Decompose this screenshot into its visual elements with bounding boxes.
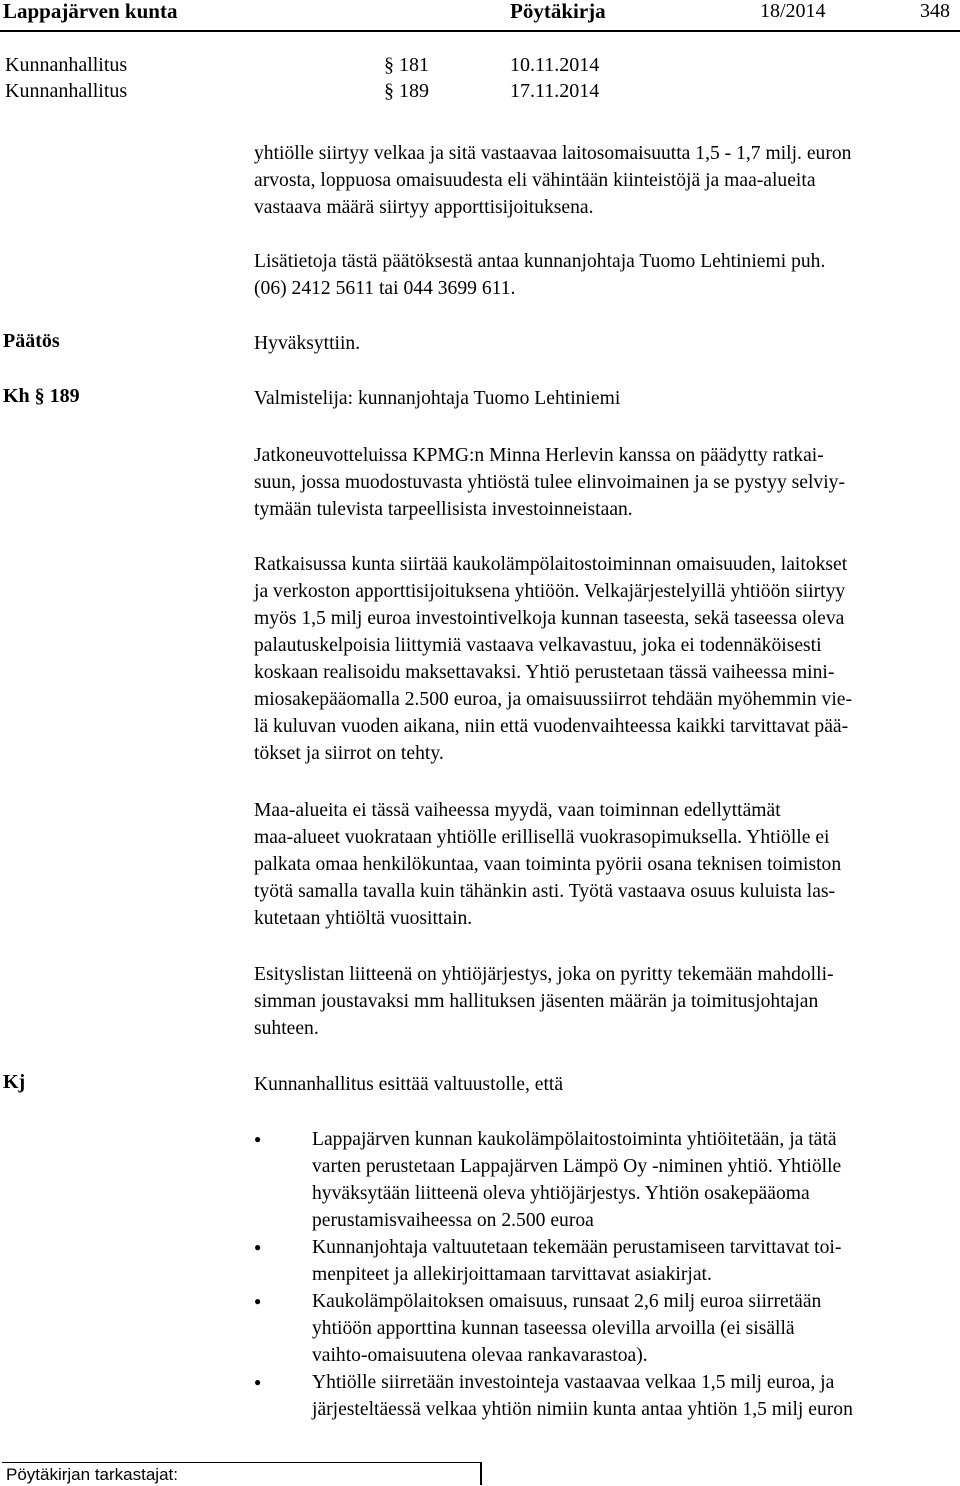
municipality-name: Lappajärven kunta — [3, 0, 178, 23]
meeting-section: § 189 — [384, 80, 429, 102]
header-rule — [0, 30, 960, 32]
kh-paragraph — [254, 551, 852, 767]
text-line: yhtiölle siirtyy velkaa ja sitä vastaavaa laitosomaisuutta 1,5 - 1,7 milj. euron — [254, 143, 852, 164]
text-line: miosakepääomalla 2.500 euroa, ja omaisuussiirrot tehdään myöhemmin vie- — [254, 689, 852, 710]
text-line: Maa-alueita ei tässä vaiheessa myydä, vaan toiminnan edellyttämät — [254, 800, 781, 821]
text-line: vaihto-omaisuutena olevaa rankavarastoa). — [312, 1345, 648, 1366]
kj-label: Kj — [3, 1071, 26, 1093]
meeting-date: 17.11.2014 — [510, 80, 600, 102]
kh-paragraph — [254, 442, 845, 523]
page-number: 348 — [920, 0, 950, 22]
text-line: menpiteet ja allekirjoittamaan tarvittavat asiakirjat. — [312, 1264, 712, 1285]
preparer-line: Valmistelija: kunnanjohtaja Tuomo Lehtiniemi — [254, 388, 621, 409]
text-line: ● Kunnanjohtaja valtuutetaan tekemään perustamiseen tarvittavat toi- — [312, 1237, 842, 1258]
text-line: (06) 2412 5611 tai 044 3699 611. — [254, 278, 516, 299]
kh-section-label: Kh § 189 — [3, 385, 80, 407]
text-line: työtä samalla tavalla kuin tähänkin asti. Työtä vastaava osuus kuluista las- — [254, 881, 836, 902]
text-line: perustamisvaiheessa on 2.500 euroa — [312, 1210, 594, 1231]
text-line: tökset ja siirrot on tehty. — [254, 743, 444, 764]
text-line: ● Lappajärven kunnan kaukolämpölaitostoiminta yhtiöitetään, ja tätä — [312, 1129, 837, 1150]
text-line: vastaava määrä siirtyy apporttisijoituksena. — [254, 197, 594, 218]
text-line: lä kuluvan vuoden aikana, niin että vuodenvaihteessa kaikki tarvittavat pää- — [254, 716, 849, 737]
text-line: simman joustavaksi mm hallituksen jäsenten määrän ja toimitusjohtajan — [254, 991, 819, 1012]
text-line: Jatkoneuvotteluissa KPMG:n Minna Herlevin kanssa on päädytty ratkai- — [254, 445, 824, 466]
document-type: Pöytäkirja — [510, 0, 606, 23]
text-line: arvosta, loppuosa omaisuudesta eli vähintään kiinteistöjä ja maa-alueita — [254, 170, 816, 191]
kh-paragraph — [254, 961, 834, 1042]
proposal-list — [254, 1126, 853, 1423]
document-number: 18/2014 — [760, 0, 826, 22]
decision-text: Hyväksyttiin. — [254, 333, 361, 354]
text-line: tymään tulevista tarpeellisista investoinneistaan. — [254, 499, 633, 520]
text-line: järjesteltäessä velkaa yhtiön nimiin kunta antaa yhtiön 1,5 milj euron — [312, 1399, 853, 1420]
contact-info-paragraph — [254, 248, 825, 302]
text-line: Esityslistan liitteenä on yhtiöjärjestys, joka on pyritty tekemään mahdolli- — [254, 964, 834, 985]
text-line: myös 1,5 milj euroa investointivelkoja kunnan taseesta, sekä taseessa oleva — [254, 608, 845, 629]
text-line: yhtiöön apporttina kunnan taseessa olevilla arvoilla (ei sisällä — [312, 1318, 795, 1339]
text-line: varten perustetaan Lappajärven Lämpö Oy -niminen yhtiö. Yhtiölle — [312, 1156, 842, 1177]
meeting-section: § 181 — [384, 54, 429, 76]
text-line: ja verkoston apporttisijoituksena yhtiöön. Velkajärjestelyillä yhtiöön siirtyy — [254, 581, 846, 602]
footer-signature-box — [2, 1462, 482, 1485]
text-line: koskaan realisoidu maksettavaksi. Yhtiö perustetaan tässä vaiheessa mini- — [254, 662, 835, 683]
text-line: Lisätietoja tästä päätöksestä antaa kunnanjohtaja Tuomo Lehtiniemi puh. — [254, 251, 826, 272]
list-item — [254, 1288, 853, 1369]
kj-intro: Kunnanhallitus esittää valtuustolle, että — [254, 1074, 564, 1095]
footer-label: Pöytäkirjan tarkastajat: — [6, 1465, 178, 1484]
list-item — [254, 1234, 853, 1288]
meeting-body: Kunnanhallitus — [5, 80, 128, 102]
text-line: suun, jossa muodostuvasta yhtiöstä tulee elinvoimainen ja se pystyy selviy- — [254, 472, 845, 493]
text-line: ● Yhtiölle siirretään investointeja vastaavaa velkaa 1,5 milj euroa, ja — [312, 1372, 835, 1393]
previous-section-paragraph — [254, 140, 851, 221]
text-line: palautuskelpoisia liittymiä vastaava velkavastuu, joka ei todennäköisesti — [254, 635, 822, 656]
text-line: palkata omaa henkilökuntaa, vaan toiminta pyörii osana teknisen toimiston — [254, 854, 842, 875]
text-line: suhteen. — [254, 1018, 319, 1039]
text-line: ● Kaukolämpölaitoksen omaisuus, runsaat 2,6 milj euroa siirretään — [312, 1291, 822, 1312]
kh-paragraph — [254, 797, 841, 932]
text-line: hyväksytään liitteenä oleva yhtiöjärjestys. Yhtiön osakepääoma — [312, 1183, 810, 1204]
meeting-body: Kunnanhallitus — [5, 54, 128, 76]
list-item — [254, 1126, 853, 1234]
list-item — [254, 1369, 853, 1423]
text-line: maa-alueet vuokrataan yhtiölle erillisellä vuokrasopimuksella. Yhtiölle ei — [254, 827, 830, 848]
text-line: Ratkaisussa kunta siirtää kaukolämpölaitostoiminnan omaisuuden, laitokset — [254, 554, 848, 575]
meeting-date: 10.11.2014 — [510, 54, 600, 76]
text-line: kutetaan yhtiöltä vuosittain. — [254, 908, 473, 929]
decision-label: Päätös — [3, 330, 60, 352]
